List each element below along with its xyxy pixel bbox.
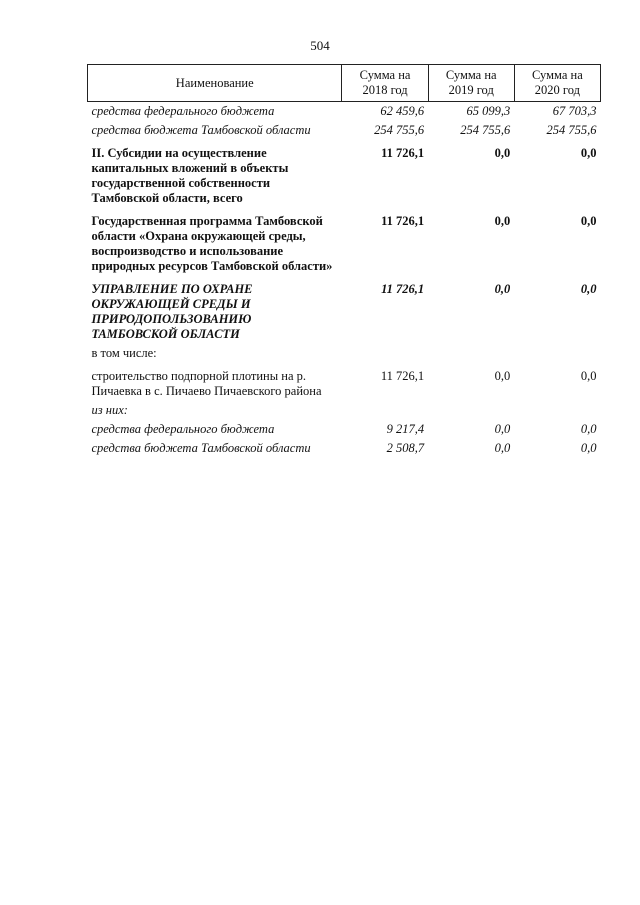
header-2018: Сумма на 2018 год bbox=[342, 65, 428, 102]
row-2018 bbox=[342, 401, 428, 420]
row-2020 bbox=[514, 344, 600, 363]
row-2019: 0,0 bbox=[494, 369, 511, 383]
table-row bbox=[88, 439, 601, 458]
row-2019: 254 755,6 bbox=[460, 123, 511, 137]
table-row bbox=[88, 363, 601, 401]
row-name: средства федерального бюджета bbox=[91, 422, 275, 436]
row-2019: 0,0 bbox=[494, 282, 511, 296]
row-2020: 67 703,3 bbox=[552, 104, 597, 118]
row-name: средства бюджета Тамбовской области bbox=[91, 123, 311, 137]
row-2020: 0,0 bbox=[580, 146, 597, 160]
row-2019: 0,0 bbox=[494, 422, 511, 436]
table-row bbox=[88, 208, 601, 276]
row-2018: 11 726,1 bbox=[381, 146, 425, 160]
budget-table bbox=[87, 64, 601, 458]
row-2018: 11 726,1 bbox=[381, 282, 425, 296]
header-2020: Сумма на 2020 год bbox=[514, 65, 600, 102]
row-name: УПРАВЛЕНИЕ ПО ОХРАНЕ ОКРУЖАЮЩЕЙ СРЕДЫ И ПРИРОДОПОЛЬЗОВАНИЮ ТАМБОВСКОЙ ОБЛАСТИ bbox=[91, 282, 253, 341]
row-name: средства федерального бюджета bbox=[91, 104, 275, 118]
row-2019: 0,0 bbox=[494, 441, 511, 455]
row-2018: 62 459,6 bbox=[380, 104, 425, 118]
table-header-row bbox=[88, 65, 601, 102]
row-2019: 0,0 bbox=[494, 146, 511, 160]
table-row bbox=[88, 420, 601, 439]
table-row bbox=[88, 140, 601, 208]
row-2018: 11 726,1 bbox=[380, 369, 425, 383]
header-name: Наименование bbox=[88, 65, 342, 102]
table-row bbox=[88, 344, 601, 363]
row-name: строительство подпорной плотины на р. Пичаевка в с. Пичаево Пичаевского района bbox=[91, 369, 322, 398]
row-2020: 0,0 bbox=[580, 369, 597, 383]
row-2019 bbox=[428, 344, 514, 363]
row-name: средства бюджета Тамбовской области bbox=[91, 441, 311, 455]
row-name: Государственная программа Тамбовской области «Охрана окружающей среды, воспроизводство и использование природных ресурсов Тамбовской области» bbox=[91, 214, 333, 273]
row-2018: 9 217,4 bbox=[386, 422, 425, 436]
row-2020: 0,0 bbox=[580, 214, 597, 228]
page-number: 504 bbox=[310, 38, 330, 53]
row-2018: 254 755,6 bbox=[374, 123, 425, 137]
table-row bbox=[88, 276, 601, 344]
row-2019: 0,0 bbox=[494, 214, 511, 228]
row-2020: 0,0 bbox=[580, 422, 597, 436]
table-row bbox=[88, 102, 601, 122]
row-2020: 254 755,6 bbox=[546, 123, 597, 137]
row-2020 bbox=[514, 401, 600, 420]
row-2019 bbox=[428, 401, 514, 420]
row-name: из них: bbox=[91, 403, 128, 417]
row-2018 bbox=[342, 344, 428, 363]
row-2019: 65 099,3 bbox=[466, 104, 511, 118]
header-2019: Сумма на 2019 год bbox=[428, 65, 514, 102]
row-2020: 0,0 bbox=[580, 441, 597, 455]
row-name: в том числе: bbox=[91, 346, 157, 360]
table-row bbox=[88, 121, 601, 140]
row-name: II. Субсидии на осуществление капитальных вложений в объекты государственной собственности Тамбовской области, всего bbox=[91, 146, 289, 205]
row-2018: 11 726,1 bbox=[381, 214, 425, 228]
row-2018: 2 508,7 bbox=[386, 441, 425, 455]
table-row bbox=[88, 401, 601, 420]
row-2020: 0,0 bbox=[580, 282, 597, 296]
